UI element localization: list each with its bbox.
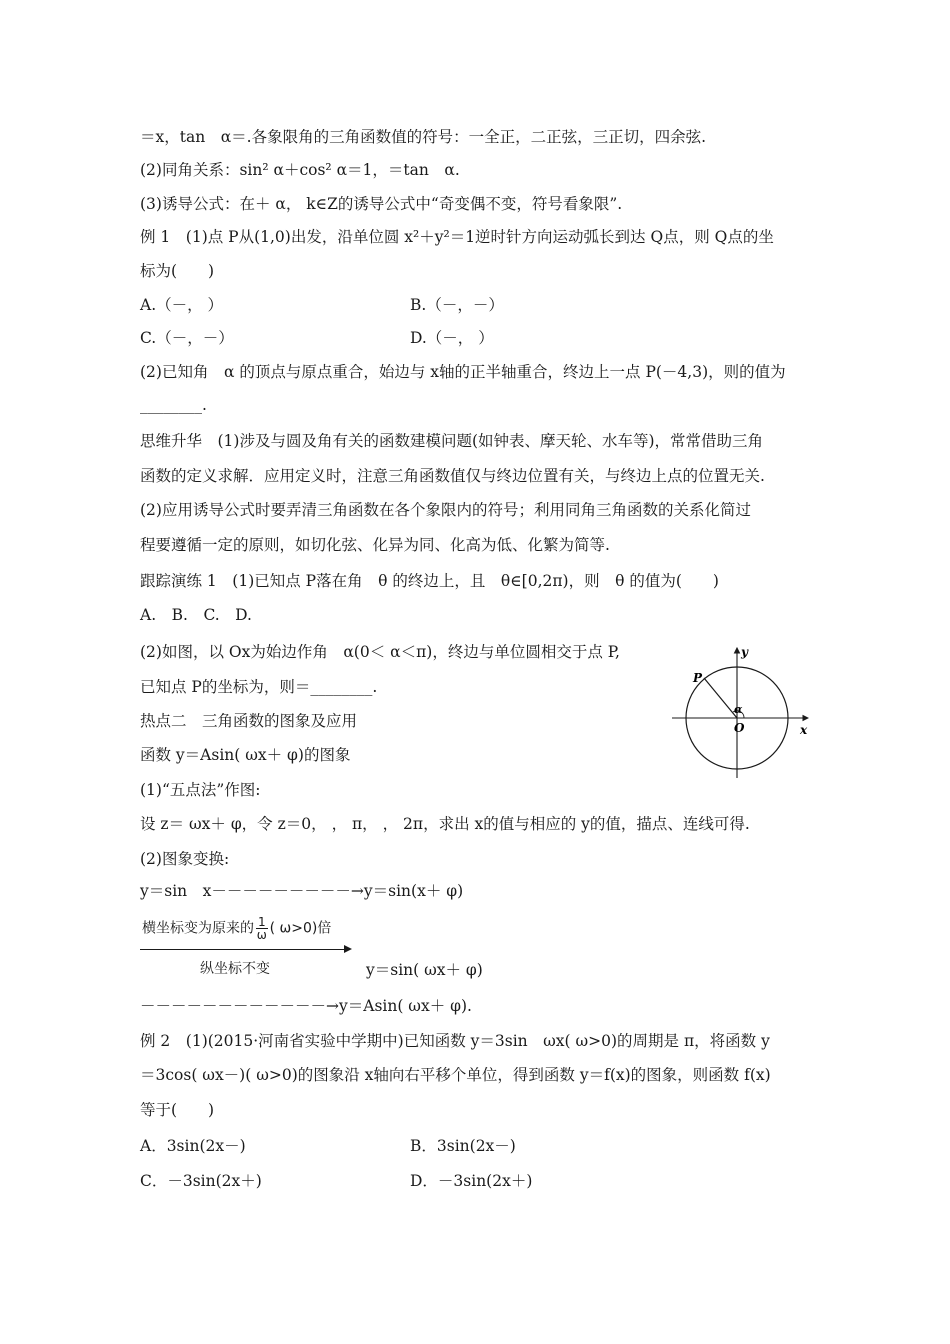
option-b: B.（－，－）: [410, 296, 504, 314]
section-heading: 热点二 三角函数的图象及应用: [140, 712, 358, 730]
option-d: D．－3sin(2x＋): [410, 1172, 533, 1190]
origin-label: O: [734, 721, 745, 735]
arrow-line: [140, 949, 350, 950]
transform-arrow-diagram: [140, 914, 510, 984]
summary-heading: 思维升华 (1)涉及与圆及角有关的函数建模问题(如钟表、摩天轮、水车等)，常常借助三角: [140, 432, 764, 450]
text-line: (1)“五点法”作图:: [140, 781, 261, 799]
text-line: (2)如图，以 Ox为始边作角 α(0＜ α＜π)，终边与单位圆相交于点 P,: [140, 643, 620, 661]
transform-step-1: y＝sin x－－－－－－－－－→y＝sin(x＋ φ): [140, 882, 464, 900]
text-line: (2)同角关系：sin² α＋cos² α＝1，＝tan α.: [140, 161, 460, 179]
text-line: (2)应用诱导公式时要弄清三角函数在各个象限内的符号；利用同角三角函数的关系化简过: [140, 501, 751, 519]
text-line: 设 z＝ ωx＋ φ，令 z＝0， ， π， ， 2π，求出 x的值与相应的 y的值，描点、连线可得.: [140, 815, 750, 833]
alpha-label: α: [734, 703, 743, 716]
option-c: C.（－，－）: [140, 329, 234, 347]
option-a: A．3sin(2x－): [140, 1137, 246, 1155]
text-line: 程要遵循一定的原则，如切化弦、化异为同、化高为低、化繁为简等.: [140, 536, 610, 554]
arrow-head: [344, 945, 352, 953]
x-label: x: [800, 723, 808, 737]
fraction: $\frac{1}{\omega}$: [256, 915, 267, 942]
text-line: (3)诱导公式：在＋ α， k∈Z的诱导公式中“奇变偶不变，符号看象限”.: [140, 195, 623, 213]
p-label: P: [693, 671, 703, 685]
text-line: 已知点 P的坐标为，则＝________.: [140, 678, 378, 696]
example-2-question: 例 2 (1)(2015·河南省实验中学期中)已知函数 y＝3sin ωx( ω>0)的周期是 π，将函数 y: [140, 1032, 770, 1050]
arrow-result: y＝sin( ωx＋ φ): [366, 961, 483, 979]
text-line: 标为( ): [140, 262, 215, 280]
option-d: D.（－， ）: [410, 329, 494, 347]
practice-1-question: 跟踪演练 1 (1)已知点 P落在角 θ 的终边上，且 θ∈[0,2π)，则 θ 的值为( ): [140, 572, 719, 590]
unit-circle-figure: [668, 640, 818, 780]
text-line: 函数的定义求解．应用定义时，注意三角函数值仅与终边位置有关，与终边上点的位置无关.: [140, 467, 765, 485]
text-line: (2)已知角 α 的顶点与原点重合，始边与 x轴的正半轴重合，终边上一点 P(－4,3)，则的值为: [140, 363, 786, 381]
arrow-top-label: 横坐标变为原来的 $\frac{1}{\omega}$ ( ω>0)倍: [142, 915, 332, 942]
text-line: 函数 y＝Asin( ωx＋ φ)的图象: [140, 746, 351, 764]
answer-blank: ________.: [140, 396, 207, 414]
text-line: ＝3cos( ωx－)( ω>0)的图象沿 x轴向右平移个单位，得到函数 y＝f(x)的图象，则函数 f(x): [140, 1066, 771, 1084]
option-a: A.（－， ）: [140, 296, 224, 314]
y-label: y: [741, 645, 748, 659]
arrow-bottom-label: 纵坐标不变: [200, 961, 270, 977]
example-1-question: 例 1 (1)点 P从(1,0)出发，沿单位圆 x²＋y²＝1逆时针方向运动弧长到达 Q点，则 Q点的坐: [140, 228, 774, 246]
transform-step-3: －－－－－－－－－－－－→y＝Asin( ωx＋ φ).: [140, 997, 472, 1015]
text-line: 等于( ): [140, 1101, 215, 1119]
text-line: A. B. C. D.: [140, 606, 252, 624]
text-line: ＝x，tan α＝.各象限角的三角函数值的符号：一全正，二正弦，三正切，四余弦.: [140, 128, 707, 146]
option-b: B．3sin(2x－): [410, 1137, 516, 1155]
terminal-side: [704, 678, 737, 718]
text-line: (2)图象变换:: [140, 850, 230, 868]
option-c: C．－3sin(2x＋): [140, 1172, 262, 1190]
